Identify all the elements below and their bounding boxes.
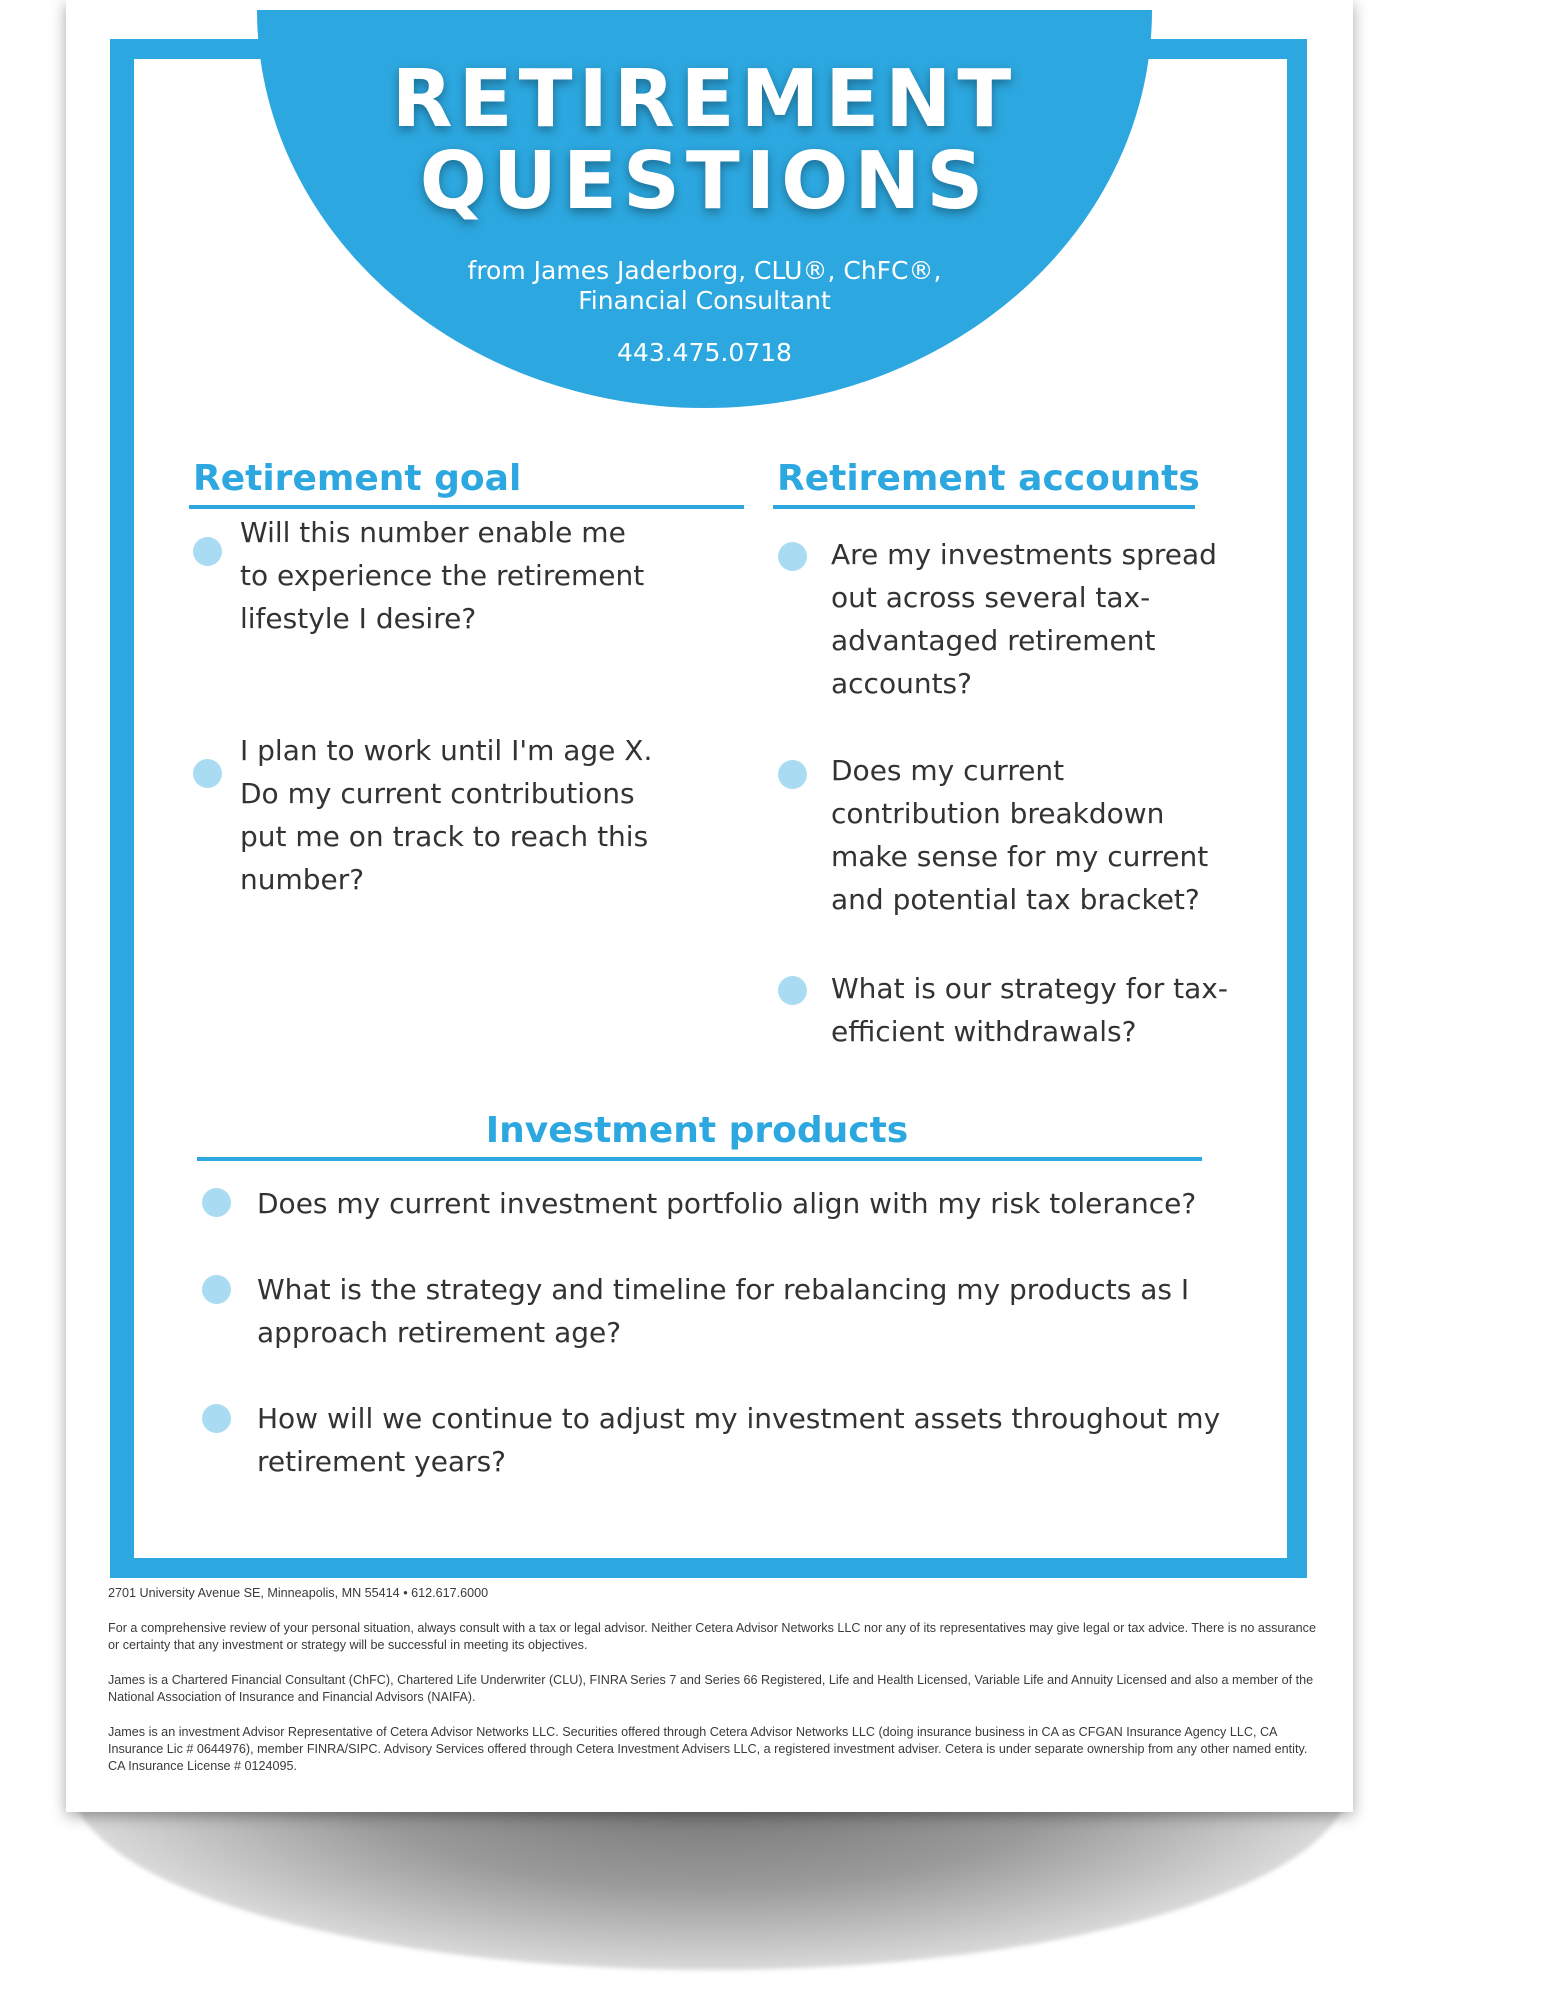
question-text: What is our strategy for tax-efficient withdrawals?	[831, 972, 1228, 1048]
section-title-retirement-accounts: Retirement accounts	[777, 458, 1200, 499]
bullet-icon	[202, 1404, 231, 1433]
section-title-investment-products: Investment products	[485, 1110, 909, 1151]
title-line-1: RETIREMENT	[391, 53, 1018, 145]
title-line-2: QUESTIONS	[419, 135, 990, 227]
author-subtitle	[257, 256, 1152, 316]
bullet-icon	[778, 760, 807, 789]
question-text: Will this number enable me to experience the retirement lifestyle I desire?	[240, 516, 645, 635]
question-text: Are my investments spread out across several tax-advantaged retirement accounts?	[831, 538, 1217, 700]
bullet-icon	[778, 976, 807, 1005]
footer-disclaimer: For a comprehensive review of your personal situation, always consult with a tax or legal advisor. Neither Cetera Advisor Networks LLC nor any of its representatives may give legal or tax advice. There is no assurance or certainty that any investment or strategy will be successful in meeting its objectives.	[108, 1621, 1316, 1652]
footer-address: 2701 University Avenue SE, Minneapolis, MN 55414 • 612.617.6000	[108, 1586, 489, 1600]
section-rule-retirement-accounts	[773, 505, 1195, 509]
question-text: I plan to work until I'm age X. Do my current contributions put me on track to reach this number?	[240, 734, 653, 896]
question-text: Does my current contribution breakdown make sense for my current and potential tax bracket?	[831, 754, 1209, 916]
footer-securities: James is an investment Advisor Representative of Cetera Advisor Networks LLC. Securities offered through Cetera Advisor Networks LLC (doing insurance business in CA as CFGAN Insurance Agency LLC, CA Insurance Lic # 0644976), member FINRA/SIPC. Advisory Services offered through Cetera Investment Advisers LLC, a registered investment adviser. Cetera is under separate ownership from any other named entity. CA Insurance License # 0124095.	[108, 1725, 1308, 1773]
question-text: Does my current investment portfolio align with my risk tolerance?	[257, 1187, 1197, 1220]
question-text: How will we continue to adjust my investment assets throughout my retirement years?	[257, 1402, 1221, 1478]
footer	[108, 1585, 1318, 1793]
subtitle-line-2: Financial Consultant	[578, 286, 831, 315]
page-title	[257, 53, 1152, 227]
footer-credentials: James is a Chartered Financial Consultant (ChFC), Chartered Life Underwriter (CLU), FINRA Series 7 and Series 66 Registered, Life and Health Licensed, Variable Life and Annuity Licensed and also a member of the National Association of Insurance and Financial Advisors (NAIFA).	[108, 1673, 1314, 1704]
section-rule-investment-products	[197, 1157, 1202, 1161]
bullet-icon	[193, 759, 222, 788]
bullet-icon	[193, 537, 222, 566]
bullet-icon	[778, 542, 807, 571]
section-title-retirement-goal: Retirement goal	[193, 458, 522, 499]
phone-number: 443.475.0718	[617, 338, 792, 367]
subtitle-line-1: from James Jaderborg, CLU®, ChFC®,	[467, 256, 942, 285]
flyer-sheet	[66, 0, 1353, 1812]
question-text: What is the strategy and timeline for rebalancing my products as I approach retirement age?	[257, 1273, 1190, 1349]
bullet-icon	[202, 1275, 231, 1304]
bullet-icon	[202, 1188, 231, 1217]
section-rule-retirement-goal	[189, 505, 744, 509]
